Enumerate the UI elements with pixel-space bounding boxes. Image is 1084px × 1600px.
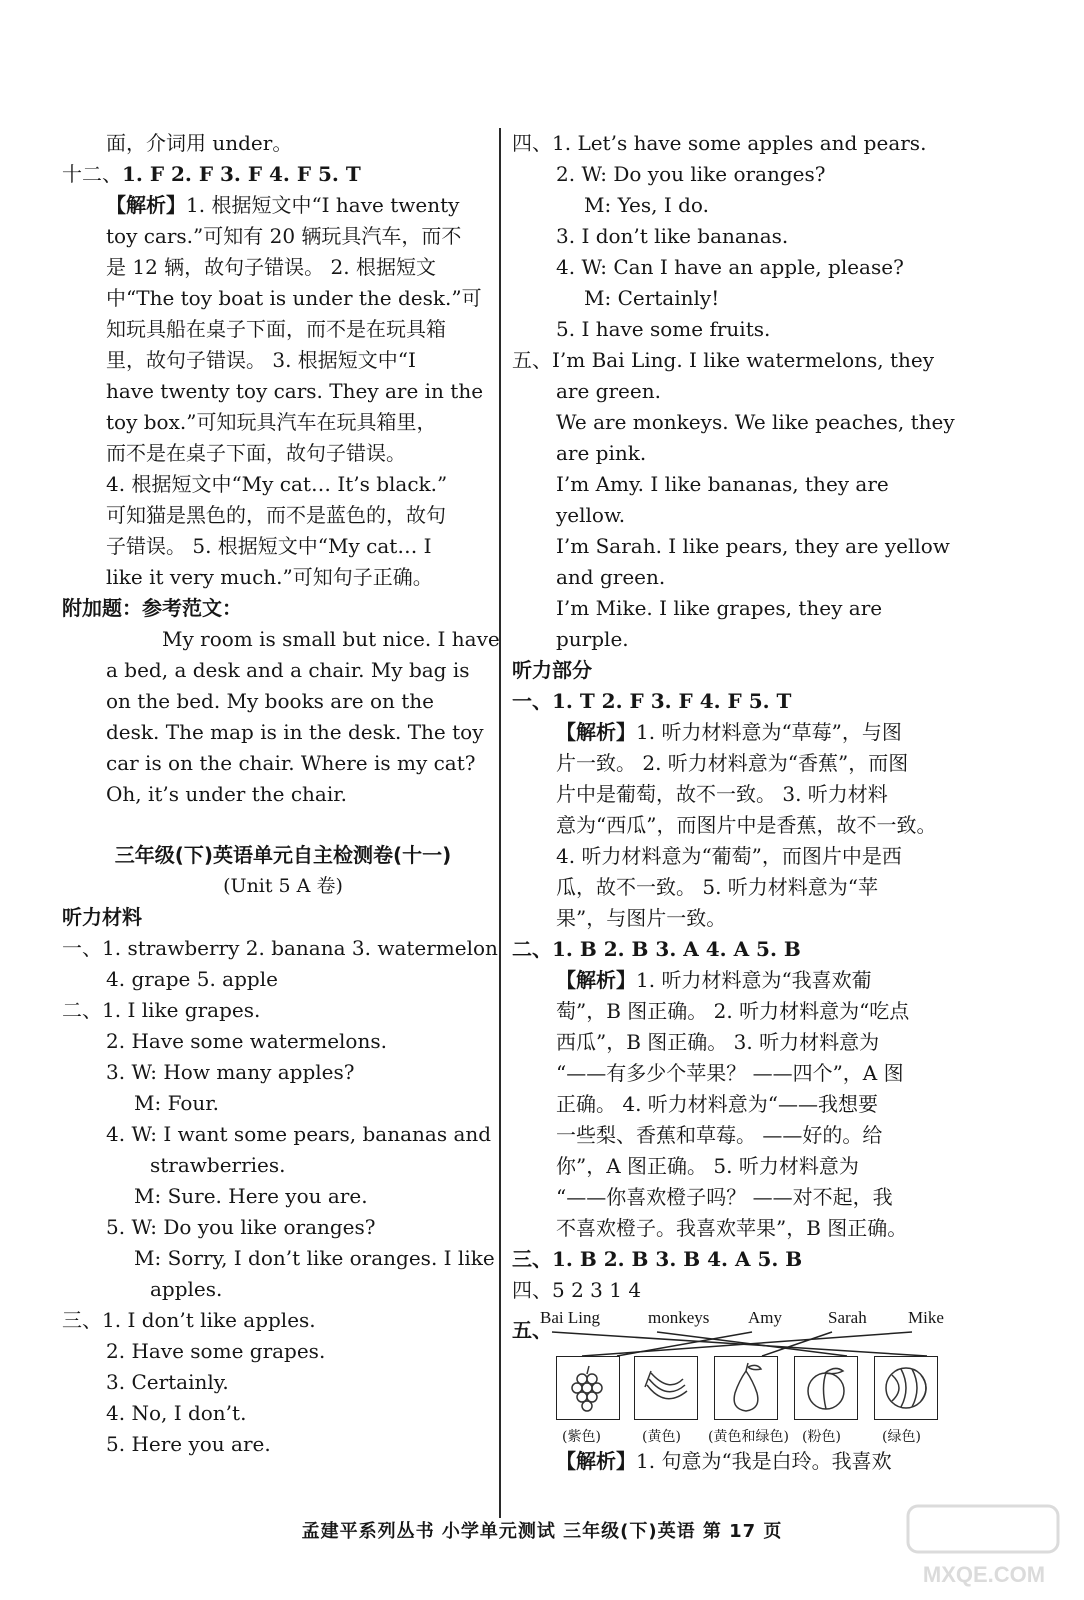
color-caption: (黄色和绿色) [708,1429,789,1445]
explain-line: 不喜欢橙子。我喜欢苹果”，B 图正确。 [556,1216,908,1240]
explain-line: 是 12 辆，故句子错误。 2. 根据短文 [106,255,436,279]
name-label: Amy [748,1308,782,1327]
dialogue-line: 3. W: How many apples? [106,1060,355,1084]
part5-line: I’m Amy. I like bananas, they are [556,472,889,496]
part5-line: yellow. [556,503,626,527]
essay-line: a bed, a desk and a chair. My bag is [106,658,470,682]
a5-head: 五、 [512,1318,552,1342]
explain-line: “——你喜欢橙子吗？ ——对不起，我 [556,1185,893,1209]
q12-answers [62,159,504,190]
explain-line: 中“The toy boat is under the desk.”可 [106,286,482,310]
essay-line: car is on the chair. Where is my cat? [106,751,476,775]
essay-line: on the bed. My books are on the [106,689,435,713]
explain-tag: 【解析】 [556,720,636,744]
part5-line: We are monkeys. We like peaches, they [556,410,955,434]
section-title: 三年级(下)英语单元自主检测卷(十一) [114,843,452,867]
explain-line: 西瓜”，B 图正确。 3. 听力材料意为 [556,1030,880,1054]
dialogue-line: M: Sorry, I don’t like oranges. I like [134,1246,495,1270]
name-label: monkeys [648,1308,710,1327]
explain-line: 知玩具船在桌子下面，而不是在玩具箱 [106,317,446,341]
extra-question-heading: 附加题：参考范文： [62,596,242,620]
explain-line: 【解析】1. 听力材料意为“我喜欢葡 [556,968,872,992]
explain-line: 子错误。 5. 根据短文中“My cat… I [106,534,432,558]
explain-line: like it very much.”可知句子正确。 [106,565,433,589]
matching-figure [512,1306,972,1446]
dialogue-line: M: Yes, I do. [584,193,709,217]
dialogue-line: M: Sure. Here you are. [134,1184,368,1208]
a1-answers: 一、1. T 2. F 3. F 4. F 5. T [512,689,792,713]
name-label: Bai Ling [540,1308,600,1327]
explain-line: 果”，与图片一致。 [556,906,727,930]
explain-tag: 【解析】 [556,1449,636,1473]
dialogue-line: 2. W: Do you like oranges? [556,162,826,186]
explain-line: “——有多少个苹果？ ——四个”，A 图 [556,1061,904,1085]
listening-material-heading: 听力材料 [62,905,142,929]
right-column [512,128,972,1477]
explain-line: 而不是在桌子下面，故句子错误。 [106,441,406,465]
explain-line: 里，故句子错误。 3. 根据短文中“I [106,348,416,372]
dialogue-line: 5. I have some fruits. [556,317,771,341]
watermelon-picture [874,1356,938,1420]
essay-line: Oh, it’s under the chair. [106,782,347,806]
explain-line: 片一致。 2. 听力材料意为“香蕉”，而图 [556,751,909,775]
part5-line: are green. [556,379,661,403]
explain-tag: 【解析】 [556,968,636,992]
name-label: Mike [908,1308,944,1327]
explain-line: 意为“西瓜”，而图片中是香蕉，故不一致。 [556,813,937,837]
dialogue-line: 三、1. I don’t like apples. [62,1308,316,1332]
dialogue-line: apples. [150,1277,223,1301]
name-label: Sarah [828,1308,867,1327]
grape-picture [556,1356,620,1420]
part2-block [62,995,504,1305]
section-subtitle: (Unit 5 A 卷) [223,875,343,897]
part3-block [62,1305,504,1460]
explain-line: 瓜，故不一致。 5. 听力材料意为“苹 [556,875,879,899]
explain-line: 【解析】1. 句意为“我是白玲。我喜欢 [556,1449,892,1473]
explain-line: toy box.”可知玩具汽车在玩具箱里， [106,410,437,434]
dialogue-line: M: Certainly! [584,286,720,310]
dialogue-line: 二、1. I like grapes. [62,998,261,1022]
q12-head: 十二、 [62,162,122,186]
explain-line: 你”，A 图正确。 5. 听力材料意为 [556,1154,859,1178]
explain-tag: 【解析】 [106,193,186,217]
pear-picture [714,1356,778,1420]
explain-line: 萄”，B 图正确。 2. 听力材料意为“吃点 [556,999,910,1023]
color-caption: (粉色) [802,1429,841,1445]
peach-picture [794,1356,858,1420]
dialogue-line: 3. Certainly. [106,1370,229,1394]
explain-line: 正确。 4. 听力材料意为“——我想要 [556,1092,879,1116]
a4-answers: 四、5 2 3 1 4 [512,1278,642,1302]
part4-block [512,128,972,345]
color-caption: (黄色) [642,1429,681,1445]
part5-line: and green. [556,565,666,589]
a3-answers: 三、1. B 2. B 3. B 4. A 5. B [512,1247,803,1271]
part1-line: 4. grape 5. apple [106,967,278,991]
color-caption: (紫色) [562,1429,601,1445]
explain-line: have twenty toy cars. They are in the [106,379,484,403]
dialogue-line: 四、1. Let’s have some apples and pears. [512,131,927,155]
essay-line: desk. The map is in the desk. The toy [106,720,484,744]
explain-line: 一些梨、香蕉和草莓。 ——好的。给 [556,1123,883,1147]
left-column [62,128,504,1460]
part5-line: I’m Sarah. I like pears, they are yellow [556,534,950,558]
essay-line: My room is small but nice. I have [162,627,500,651]
part1-line: 一、1. strawberry 2. banana 3. watermelon [62,936,498,960]
page-footer: 孟建平系列丛书 小学单元测试 三年级(下)英语 第 17 页 [301,1521,783,1542]
part5-line: I’m Mike. I like grapes, they are [556,596,883,620]
dialogue-line: strawberries. [150,1153,286,1177]
explain-line: 【解析】1. 听力材料意为“草莓”，与图 [556,720,902,744]
part5-line: are pink. [556,441,647,465]
dialogue-line: 4. W: Can I have an apple, please? [556,255,904,279]
part5-line: 五、I’m Bai Ling. I like watermelons, they [512,348,935,372]
banana-picture [634,1356,698,1420]
listening-part-heading: 听力部分 [512,658,592,682]
dialogue-line: 4. No, I don’t. [106,1401,247,1425]
a2-answers: 二、1. B 2. B 3. A 4. A 5. B [512,937,801,961]
text-line: 面，介词用 under。 [106,131,293,155]
explain-line: 4. 根据短文中“My cat… It’s black.” [106,472,448,496]
dialogue-line: 5. Here you are. [106,1432,271,1456]
dialogue-line: 4. W: I want some pears, bananas and [106,1122,492,1146]
part5-line: purple. [556,627,629,651]
dialogue-line: 5. W: Do you like oranges? [106,1215,376,1239]
explain-line: 片中是葡萄，故不一致。 3. 听力材料 [556,782,888,806]
explain-line: 【解析】1. 根据短文中“I have twenty [106,193,460,217]
explain-line: 4. 听力材料意为“葡萄”，而图片中是西 [556,844,902,868]
dialogue-line: 2. Have some grapes. [106,1339,326,1363]
dialogue-line: 3. I don’t like bananas. [556,224,789,248]
dialogue-line: 2. Have some watermelons. [106,1029,387,1053]
dialogue-line: M: Four. [134,1091,219,1115]
color-caption: (绿色) [882,1429,921,1445]
explain-line: 可知猫是黑色的，而不是蓝色的，故句 [106,503,446,527]
q12-answer-list: 1. F 2. F 3. F 4. F 5. T [122,162,361,186]
explain-line: toy cars.”可知有 20 辆玩具汽车，而不 [106,224,462,248]
watermark-text: MXQE.COM [922,1562,1046,1587]
watermark-logo [900,1500,1070,1590]
